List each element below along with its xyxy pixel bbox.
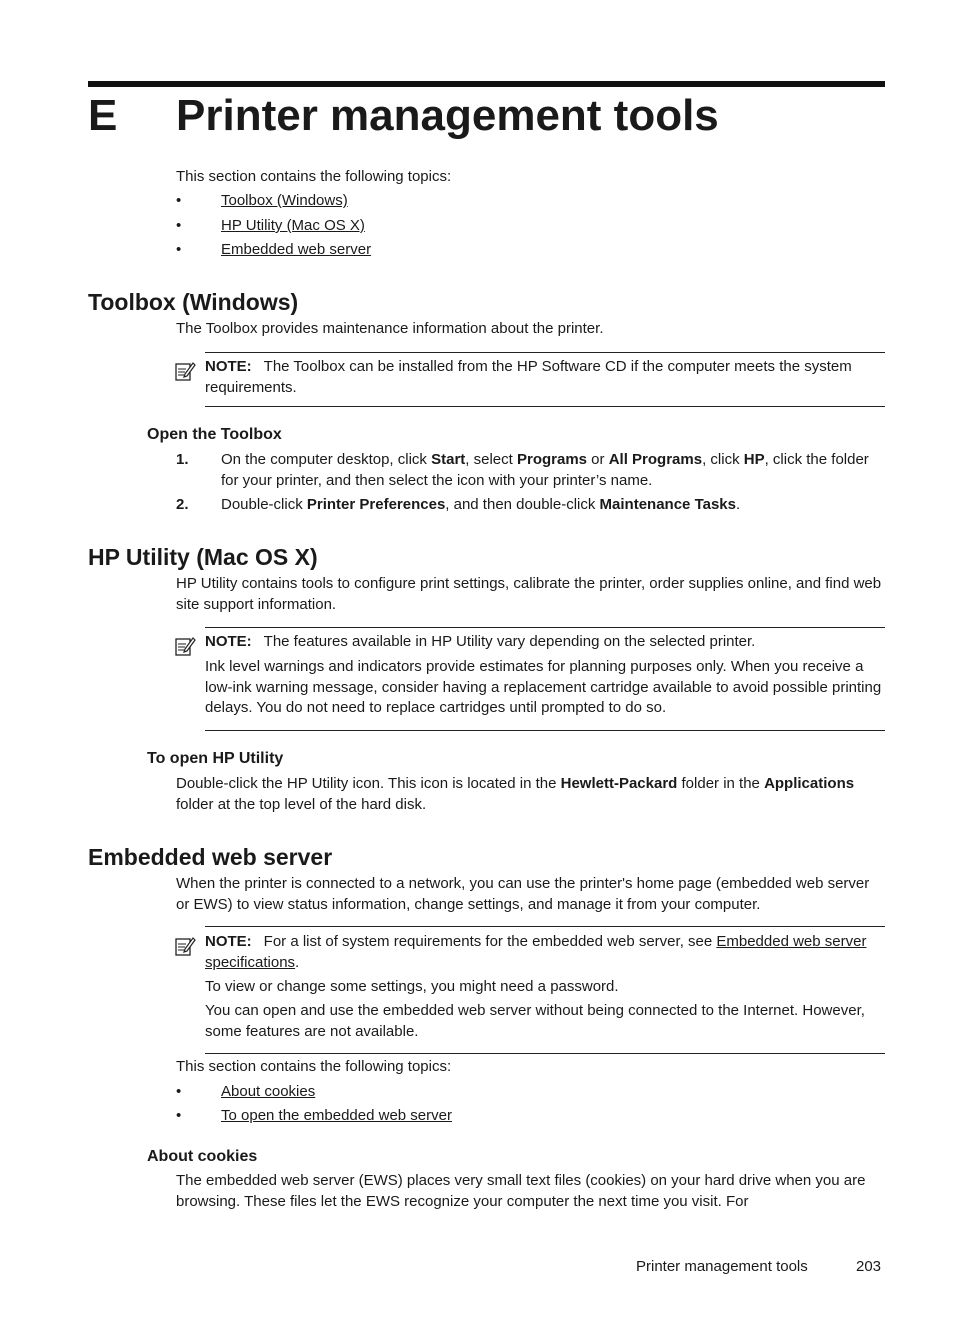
open-hp-utility-heading: To open HP Utility: [147, 750, 284, 767]
hp-utility-heading: HP Utility (Mac OS X): [88, 544, 318, 570]
about-cookies-heading: About cookies: [147, 1148, 258, 1165]
bullet: •: [176, 1107, 182, 1124]
cookies-text: The embedded web server (EWS) places very small text files (cookies) on your hard drive when you are browsing. These files let the EWS recognize your computer the next time you visit. For: [176, 1172, 866, 1210]
bullet: •: [176, 217, 182, 234]
ews-intro: When the printer is connected to a network, you can use the printer's home page (embedded web server or EWS) to view status information, change settings, and manage it from your computer.: [176, 875, 870, 913]
note-rule-top: [205, 352, 885, 353]
ews-note: NOTE: For a list of system requirements for the embedded web server, see Embedded web server specifications.: [205, 933, 867, 971]
step-number: 2.: [176, 496, 189, 513]
ink-warning-note: Ink level warnings and indicators provide estimates for planning purposes only. When you receive a low-ink warning message, consider having a replacement cartridge available to avoid possible printing delays. You do not need to replace cartridges until prompted to do so.: [205, 658, 882, 716]
footer-label: Printer management tools: [636, 1258, 808, 1275]
toolbox-intro: The Toolbox provides maintenance information about the printer.: [176, 320, 604, 337]
topic-link-ews[interactable]: Embedded web server: [221, 241, 372, 258]
hp-utility-note: [205, 632, 885, 653]
hp-utility-body: Double-click the HP Utility icon. This icon is located in the Hewlett-Packard folder in the Applications folder at the top level of the hard disk.: [176, 775, 855, 813]
note-rule-bottom: [205, 730, 885, 731]
ews-topics-intro: This section contains the following topics:: [176, 1058, 452, 1075]
topic-link-about-cookies[interactable]: About cookies: [221, 1083, 316, 1100]
offline-note: You can open and use the embedded web server without being connected to the Internet. However, some features are not available.: [205, 1002, 865, 1040]
note-rule-top: [205, 627, 885, 628]
note-icon: [174, 935, 196, 957]
topic-link-hp-utility[interactable]: HP Utility (Mac OS X): [221, 217, 365, 234]
note-rule-top: [205, 926, 885, 927]
note-body: For a list of system requirements for the embedded web server, see: [263, 933, 717, 950]
open-toolbox-heading: Open the Toolbox: [147, 426, 282, 443]
note-rule-bottom: [205, 1053, 885, 1054]
step-2-text: Double-click Printer Preferences, and then double-click Maintenance Tasks.: [221, 496, 741, 513]
note-body: The features available in HP Utility vary depending on the selected printer.: [263, 633, 756, 650]
page-number: 203: [856, 1258, 882, 1275]
ews-specs-link[interactable]: Embedded web server specifications: [205, 933, 867, 971]
hp-utility-intro: HP Utility contains tools to configure print settings, calibrate the printer, order supplies online, and find web site support information.: [176, 575, 882, 613]
note-icon: [174, 360, 196, 382]
chapter-rule: [88, 81, 885, 87]
topic-link-toolbox[interactable]: Toolbox (Windows): [221, 192, 348, 209]
note-label: NOTE:: [205, 633, 252, 650]
note-rule-bottom: [205, 406, 885, 407]
chapter-intro: This section contains the following topics:: [176, 168, 452, 185]
step-1-text: On the computer desktop, click Start, select Programs or All Programs, click HP, click the folder for your printer, and then select the icon with your printer’s name.: [221, 451, 869, 489]
note-icon: [174, 635, 196, 657]
bullet: •: [176, 192, 182, 209]
chapter-letter: E: [88, 91, 118, 140]
toolbox-note: [205, 357, 885, 398]
toolbox-heading: Toolbox (Windows): [88, 289, 299, 315]
note-label: NOTE:: [205, 358, 252, 375]
step-number: 1.: [176, 451, 189, 468]
chapter-title: Printer management tools: [176, 91, 719, 140]
password-note: To view or change some settings, you might need a password.: [205, 978, 619, 995]
note-label: NOTE:: [205, 933, 252, 950]
bullet: •: [176, 241, 182, 258]
ews-heading: Embedded web server: [88, 844, 333, 870]
topic-link-open-ews[interactable]: To open the embedded web server: [221, 1107, 452, 1124]
bullet: •: [176, 1083, 182, 1100]
note-body: The Toolbox can be installed from the HP Software CD if the computer meets the system requirements.: [205, 358, 852, 396]
